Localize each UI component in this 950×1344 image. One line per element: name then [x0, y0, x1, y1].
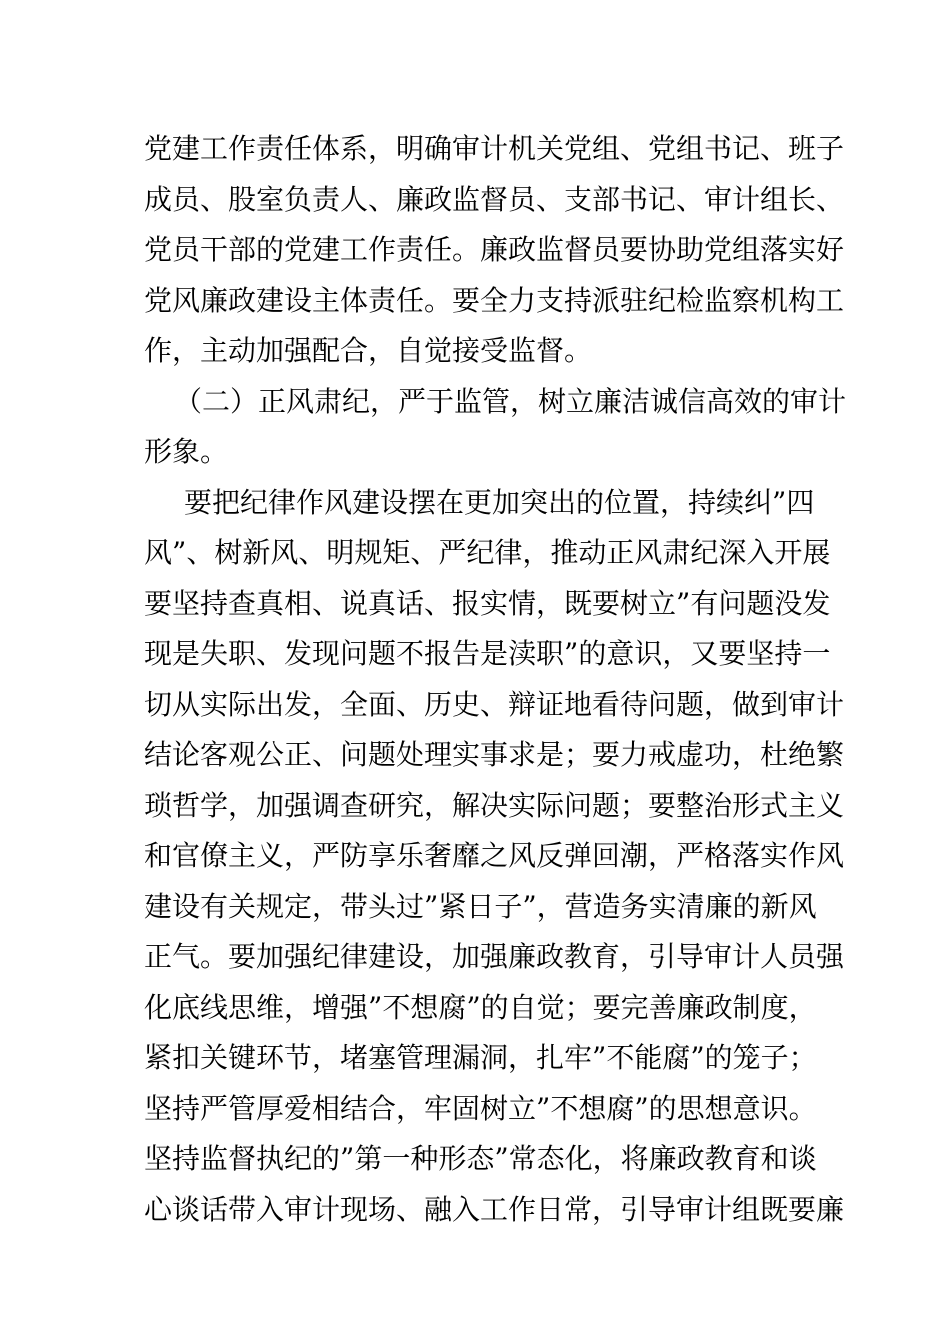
text-line: 党风廉政建设主体责任。要全力支持派驻纪检监察机构工	[144, 283, 845, 317]
text-line: 琐哲学，加强调查研究，解决实际问题；要整治形式主义	[144, 788, 845, 822]
text-line: 作，主动加强配合，自觉接受监督。	[144, 334, 593, 367]
text-line: 坚持监督执纪的”第一种形态”常态化，将廉政教育和谈	[144, 1142, 817, 1175]
section-heading: （二）正风肃纪，严于监管，树立廉洁诚信高效的审计	[174, 384, 847, 418]
document-page	[144, 124, 847, 1235]
text-line: 风”、树新风、明规矩、严纪律，推动正风肃纪深入开展	[144, 536, 831, 569]
text-line: 化底线思维，增强”不想腐”的自觉；要完善廉政制度，	[144, 990, 817, 1024]
text-line: 正气。要加强纪律建设，加强廉政教育，引导审计人员强	[144, 940, 845, 973]
text-line: 结论客观公正、问题处理实事求是；要力戒虚功，杜绝繁	[144, 738, 845, 771]
text-line: 紧扣关键环节，堵塞管理漏洞，扎牢”不能腐”的笼子；	[144, 1041, 817, 1074]
text-line: 和官僚主义，严防享乐奢靡之风反弹回潮，严格落实作风	[144, 839, 845, 872]
text-line: 成员、股室负责人、廉政监督员、支部书记、审计组长、	[144, 182, 845, 216]
text-line: 党员干部的党建工作责任。廉政监督员要协助党组落实好	[144, 233, 845, 266]
text-line: 形象。	[144, 435, 229, 468]
text-line: 要坚持查真相、说真话、报实情，既要树立”有问题没发	[144, 586, 831, 620]
text-line: 切从实际出发，全面、历史、辩证地看待问题，做到审计	[144, 687, 845, 721]
paragraph-start: 要把纪律作风建设摆在更加突出的位置，持续纠”四	[184, 485, 815, 519]
text-line: 现是失职、发现问题不报告是渎职”的意识，又要坚持一	[144, 637, 831, 670]
text-line: 党建工作责任体系，明确审计机关党组、党组书记、班子	[144, 132, 845, 165]
text-line: 建设有关规定，带头过”紧日子”，营造务实清廉的新风	[144, 889, 817, 923]
text-line: 坚持严管厚爱相结合，牢固树立”不想腐”的思想意识。	[144, 1091, 817, 1125]
text-line: 心谈话带入审计现场、融入工作日常，引导审计组既要廉	[144, 1192, 845, 1226]
